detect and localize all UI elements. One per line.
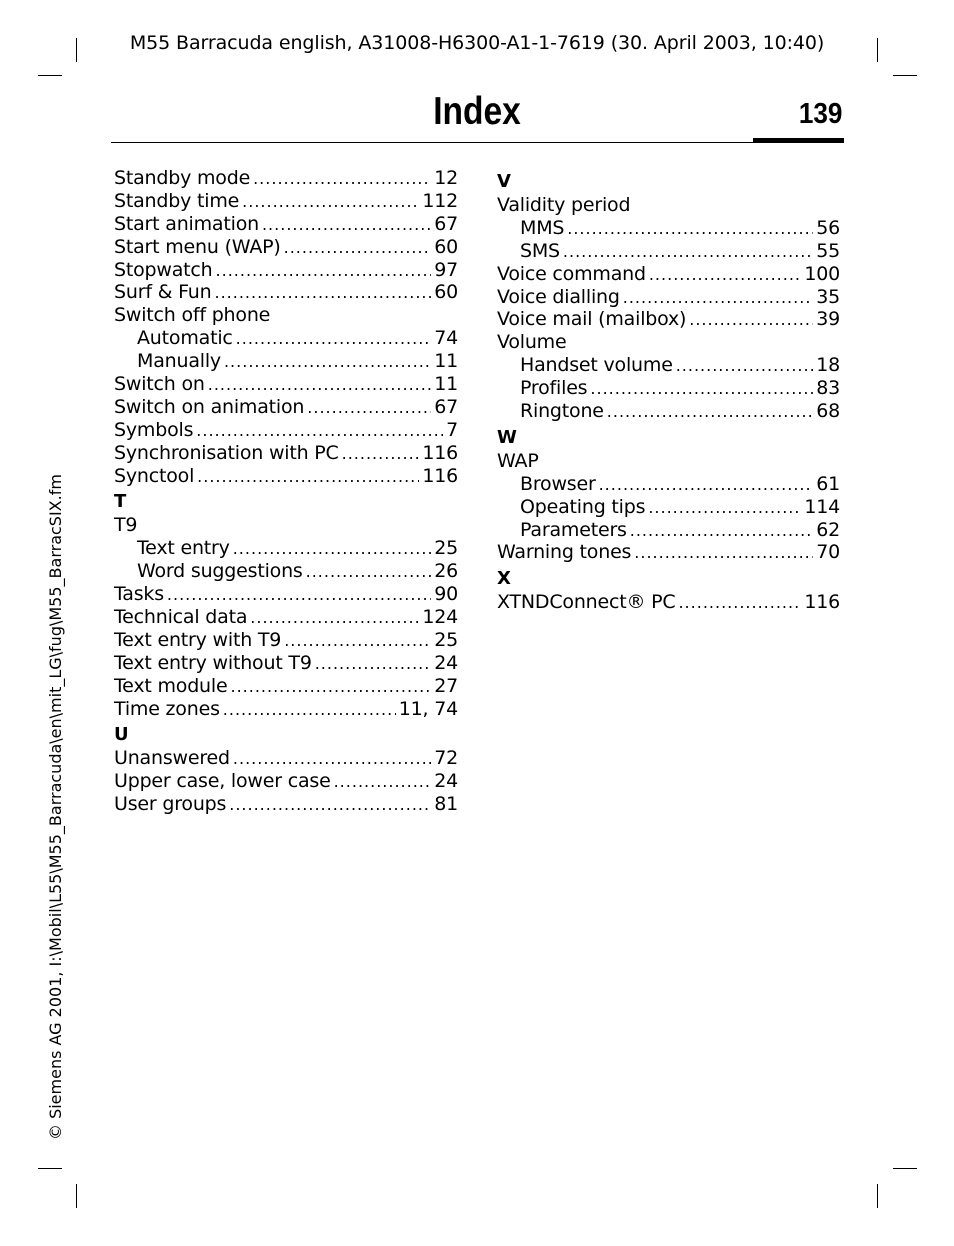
leader-dots — [306, 561, 432, 584]
entry-term: Synchronisation with PC — [114, 441, 339, 464]
index-entry — [114, 190, 458, 213]
running-head: M55 Barracuda english, A31008-H6300-A1-1-7619 (30. April 2003, 10:40) — [129, 32, 825, 54]
leader-dots — [216, 260, 432, 283]
leader-dots — [223, 699, 396, 722]
index-entry — [114, 373, 458, 396]
index-entry — [114, 259, 458, 282]
entry-term: Symbols — [114, 418, 194, 441]
index-entry — [114, 442, 458, 465]
index-subentry — [497, 377, 840, 400]
page-number: 139 — [798, 98, 842, 130]
leader-dots — [224, 351, 431, 374]
leader-dots — [229, 794, 431, 817]
leader-dots — [307, 397, 431, 420]
entry-page-number: 67 — [434, 395, 458, 418]
index-subentry — [497, 519, 840, 542]
leader-dots — [208, 374, 431, 397]
entry-page-number: 70 — [816, 541, 840, 564]
entry-page-number: 11 — [434, 373, 458, 396]
index-entry — [114, 419, 458, 442]
index-entry — [497, 286, 840, 309]
leader-dots — [197, 466, 419, 489]
entry-term: Tasks — [114, 583, 164, 606]
entry-page-number: 83 — [816, 377, 840, 400]
entry-term: Text entry without T9 — [114, 651, 312, 674]
entry-term: Standby time — [114, 189, 240, 212]
leader-dots — [315, 653, 432, 676]
entry-page-number: 25 — [434, 537, 458, 560]
entry-page-number: 60 — [434, 281, 458, 304]
entry-page-number: 97 — [434, 258, 458, 281]
entry-page-number: 60 — [434, 235, 458, 258]
index-subentry — [114, 537, 458, 560]
leader-dots — [242, 191, 419, 214]
index-entry — [497, 541, 840, 564]
index-letter-heading: V — [497, 171, 511, 192]
index-entry — [114, 629, 458, 652]
index-entry — [114, 675, 458, 698]
index-entry — [497, 450, 840, 473]
entry-term: Volume — [497, 331, 567, 354]
entry-page-number: 26 — [434, 560, 458, 583]
leader-dots — [233, 748, 431, 771]
leader-dots — [214, 282, 431, 305]
crop-mark — [38, 75, 62, 76]
index-entry — [114, 396, 458, 419]
leader-dots — [676, 355, 814, 378]
crop-mark — [76, 1184, 77, 1208]
entry-term: Text entry — [137, 537, 230, 560]
index-column-right — [497, 167, 840, 614]
entry-page-number: 11 — [434, 350, 458, 373]
page-title: Index — [433, 90, 521, 133]
header-rule — [111, 142, 843, 143]
entry-term: T9 — [114, 514, 138, 537]
entry-page-number: 62 — [816, 518, 840, 541]
entry-term: Voice command — [497, 262, 646, 285]
entry-term: Stopwatch — [114, 258, 213, 281]
leader-dots — [236, 328, 432, 351]
index-entry — [114, 583, 458, 606]
leader-dots — [167, 584, 431, 607]
side-file-note: © Siemens AG 2001, I:\Mobil\L55\M55_Barracuda\en\mit_LG\fug\M55_BarracSIX.fm — [46, 474, 65, 1140]
leader-dots — [567, 218, 813, 241]
entry-term: Browser — [520, 472, 596, 495]
entry-page-number: 27 — [434, 674, 458, 697]
entry-page-number: 39 — [816, 308, 840, 331]
leader-dots — [253, 168, 431, 191]
index-entry — [497, 308, 840, 331]
entry-page-number: 116 — [422, 464, 458, 487]
index-entry — [114, 652, 458, 675]
entry-term: Voice mail (mailbox) — [497, 308, 687, 331]
leader-dots — [630, 520, 813, 543]
leader-dots — [607, 401, 813, 424]
entry-term: Validity period — [497, 194, 631, 216]
index-entry — [497, 331, 840, 354]
entry-term: Manually — [137, 350, 221, 373]
leader-dots — [590, 378, 813, 401]
entry-term: Voice dialling — [497, 285, 620, 308]
index-entry — [114, 514, 458, 537]
leader-dots — [334, 771, 432, 794]
leader-dots — [599, 474, 814, 497]
leader-dots — [649, 264, 801, 287]
index-subentry — [497, 240, 840, 263]
index-entry — [114, 793, 458, 816]
index-entry — [497, 591, 840, 614]
entry-term: Switch on — [114, 373, 205, 396]
index-subentry — [114, 327, 458, 350]
index-entry — [497, 194, 840, 217]
index-entry — [114, 465, 458, 488]
entry-page-number: 61 — [816, 472, 840, 495]
crop-mark — [893, 75, 917, 76]
index-entry — [114, 213, 458, 236]
index-entry — [497, 263, 840, 286]
index-subentry — [497, 354, 840, 377]
leader-dots — [230, 676, 431, 699]
index-entry — [114, 698, 458, 721]
index-entry — [114, 747, 458, 770]
entry-term: Time zones — [114, 697, 220, 720]
entry-page-number: 67 — [434, 212, 458, 235]
index-subentry — [114, 560, 458, 583]
leader-dots — [233, 538, 432, 561]
entry-page-number: 18 — [816, 354, 840, 377]
entry-page-number: 12 — [434, 167, 458, 189]
index-entry — [114, 304, 458, 327]
index-subentry — [114, 350, 458, 373]
header-rule-accent — [753, 138, 844, 143]
leader-dots — [623, 287, 813, 310]
entry-page-number: 35 — [816, 285, 840, 308]
entry-term: Parameters — [520, 518, 627, 541]
crop-mark — [38, 1168, 62, 1169]
entry-term: Text module — [114, 674, 228, 697]
entry-term: Synctool — [114, 464, 195, 487]
entry-page-number: 74 — [434, 327, 458, 350]
index-letter-heading: X — [497, 568, 511, 590]
leader-dots — [689, 309, 813, 332]
entry-term: Switch on animation — [114, 395, 305, 418]
leader-dots — [284, 237, 432, 260]
index-entry — [114, 281, 458, 304]
entry-term: Opeating tips — [520, 495, 646, 518]
entry-term: Surf & Fun — [114, 281, 212, 304]
entry-term: Standby mode — [114, 167, 251, 189]
leader-dots — [342, 443, 420, 466]
crop-mark — [877, 1184, 878, 1208]
entry-page-number: 100 — [804, 262, 840, 285]
index-letter-heading: W — [497, 426, 517, 448]
index-subentry — [497, 473, 840, 496]
entry-page-number: 112 — [422, 189, 458, 212]
entry-page-number: 25 — [434, 628, 458, 651]
entry-term: Profiles — [520, 377, 588, 400]
entry-term: SMS — [520, 239, 560, 262]
index-subentry — [497, 400, 840, 423]
entry-term: Start menu (WAP) — [114, 235, 281, 258]
entry-page-number: 114 — [804, 495, 840, 518]
entry-page-number: 11, 74 — [398, 697, 458, 720]
leader-dots — [648, 497, 801, 520]
leader-dots — [250, 607, 419, 630]
entry-term: Ringtone — [520, 400, 604, 423]
entry-page-number: 24 — [434, 770, 458, 793]
leader-dots — [634, 542, 813, 565]
entry-term: XTNDConnect® PC — [497, 591, 676, 614]
leader-dots — [563, 241, 813, 264]
entry-term: Upper case, lower case — [114, 770, 331, 793]
entry-page-number: 72 — [434, 747, 458, 770]
entry-term: Automatic — [137, 327, 233, 350]
entry-page-number: 7 — [446, 418, 458, 441]
index-subentry — [497, 217, 840, 240]
entry-page-number: 68 — [816, 400, 840, 423]
leader-dots — [196, 420, 443, 443]
entry-term: MMS — [520, 216, 565, 239]
index-entry — [114, 167, 458, 190]
entry-page-number: 116 — [422, 441, 458, 464]
entry-page-number: 24 — [434, 651, 458, 674]
index-letter-heading: U — [114, 724, 129, 746]
index-entry — [114, 770, 458, 793]
entry-term: Start animation — [114, 212, 259, 235]
entry-page-number: 56 — [816, 216, 840, 239]
entry-term: Switch off phone — [114, 304, 271, 327]
index-entry — [114, 236, 458, 259]
entry-term: User groups — [114, 793, 227, 816]
entry-page-number: 55 — [816, 239, 840, 262]
entry-page-number: 90 — [434, 583, 458, 606]
entry-page-number: 81 — [434, 793, 458, 816]
entry-term: Text entry with T9 — [114, 628, 282, 651]
entry-term: Word suggestions — [137, 560, 303, 583]
entry-term: Unanswered — [114, 747, 230, 770]
crop-mark — [893, 1168, 917, 1169]
entry-term: Handset volume — [520, 354, 673, 377]
leader-dots — [284, 630, 431, 653]
index-entry — [114, 606, 458, 629]
index-letter-heading: T — [114, 491, 127, 513]
index-column-left — [114, 167, 458, 816]
entry-page-number: 116 — [804, 591, 840, 614]
entry-term: Technical data — [114, 606, 248, 629]
leader-dots — [678, 592, 801, 615]
leader-dots — [262, 214, 431, 237]
index-subentry — [497, 496, 840, 519]
entry-term: Warning tones — [497, 541, 632, 564]
entry-page-number: 124 — [422, 606, 458, 629]
entry-term: WAP — [497, 449, 539, 472]
